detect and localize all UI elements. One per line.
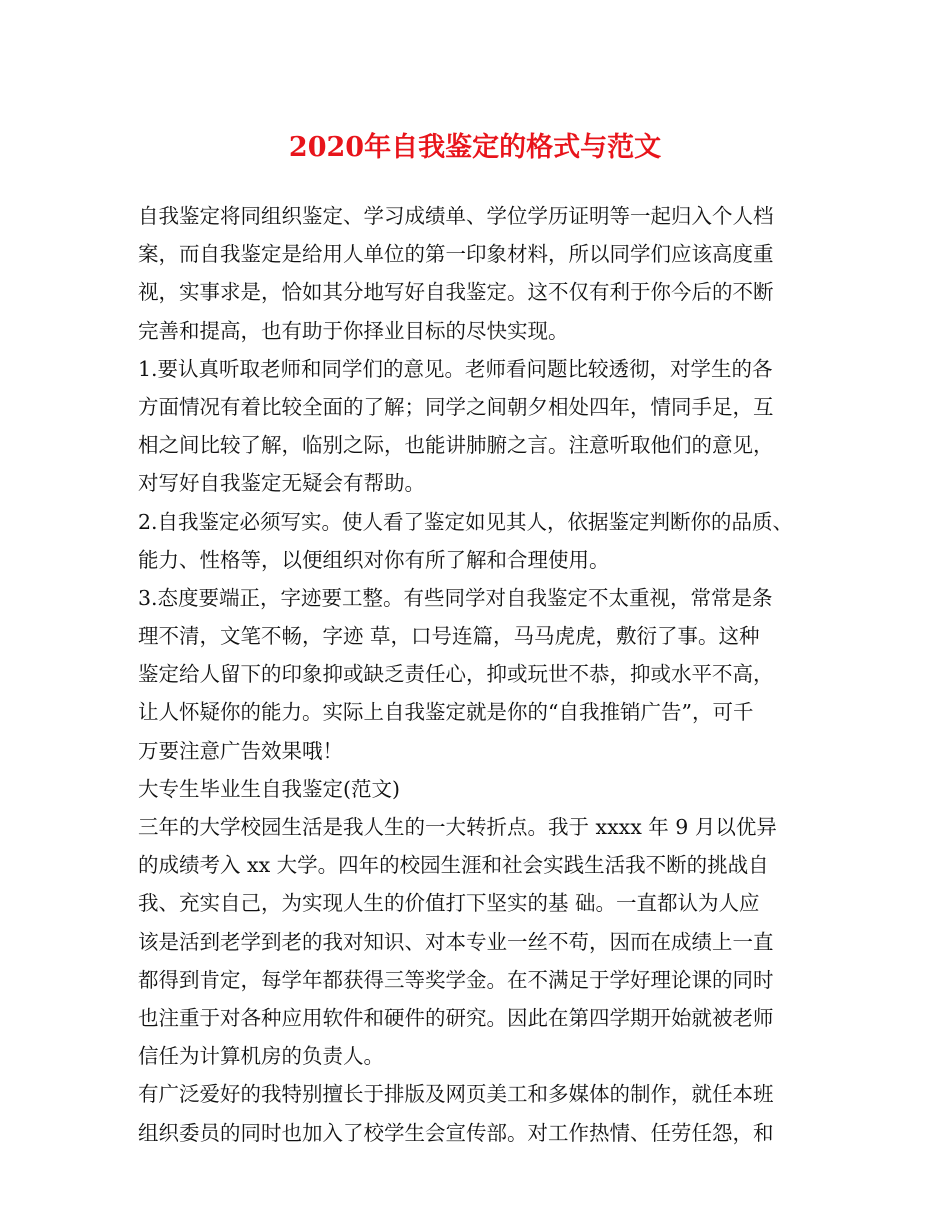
- text-line: 方面情况有着比较全面的了解；同学之间朝夕相处四年，情同手足，互: [138, 394, 774, 419]
- text-line: 视，实事求是，恰如其分地写好自我鉴定。这不仅有利于你今后的不断: [138, 280, 774, 305]
- text-line: 1.要认真听取老师和同学们的意见。老师看问题比较透彻，对学生的各: [138, 356, 773, 381]
- text-line: 鉴定给人留下的印象抑或缺乏责任心，抑或玩世不恭，抑或水平不高，: [138, 662, 774, 687]
- text-line: 组织委员的同时也加入了校学生会宣传部。对工作热情、任劳任怨，和: [138, 1120, 774, 1145]
- text-line: 三年的大学校园生活是我人生的一大转折点。我于 xxxx 年 9 月以优异: [138, 815, 777, 839]
- text-line: 能力、性格等，以便组织对你有所了解和合理使用。: [138, 547, 610, 572]
- text-line: 的成绩考入 xx 大学。四年的校园生涯和社会实践生活我不断的挑战自: [138, 853, 769, 878]
- text-line: 让人怀疑你的能力。实际上自我鉴定就是你的“自我推销广告”，可千: [138, 700, 754, 725]
- text-line: 完善和提高，也有助于你择业目标的尽快实现。: [138, 318, 569, 343]
- text-line: 案，而自我鉴定是给用人单位的第一印象材料，所以同学们应该高度重: [138, 242, 774, 267]
- text-line: 都得到肯定，每学年都获得三等奖学金。在不满足于学好理论课的同时: [138, 967, 774, 992]
- text-line: 相之间比较了解，临别之际，也能讲肺腑之言。注意听取他们的意见，: [138, 433, 774, 458]
- text-line: 自我鉴定将同组织鉴定、学习成绩单、学位学历证明等一起归入个人档: [138, 204, 774, 228]
- text-line: 3.态度要端正，字迹要工整。有些同学对自我鉴定不太重视，常常是条: [138, 585, 773, 610]
- text-line: 我、充实自己，为实现人生的价值打下坚实的基 础。一直都认为人应: [138, 891, 760, 916]
- text-line: 该是活到老学到老的我对知识、对本专业一丝不苟，因而在成绩上一直: [138, 929, 774, 954]
- text-line: 大专生毕业生自我鉴定(范文): [138, 776, 400, 801]
- text-line: 理不清，文笔不畅，字迹 草，口号连篇，马马虎虎，敷衍了事。这种: [138, 624, 760, 649]
- text-line: 万要注意广告效果哦！: [138, 738, 343, 763]
- text-line: 对写好自我鉴定无疑会有帮助。: [138, 471, 425, 496]
- text-line: 2.自我鉴定必须写实。使人看了鉴定如见其人，依据鉴定判断你的品质、: [138, 509, 794, 534]
- text-line: 也注重于对各种应用软件和硬件的研究。因此在第四学期开始就被老师: [138, 1005, 774, 1030]
- document-body: [138, 197, 828, 1152]
- text-line: 信任为计算机房的负责人。: [138, 1044, 384, 1069]
- document-title: 2020年自我鉴定的格式与范文: [288, 132, 662, 163]
- text-line: 有广泛爱好的我特别擅长于排版及网页美工和多媒体的制作，就任本班: [138, 1082, 774, 1107]
